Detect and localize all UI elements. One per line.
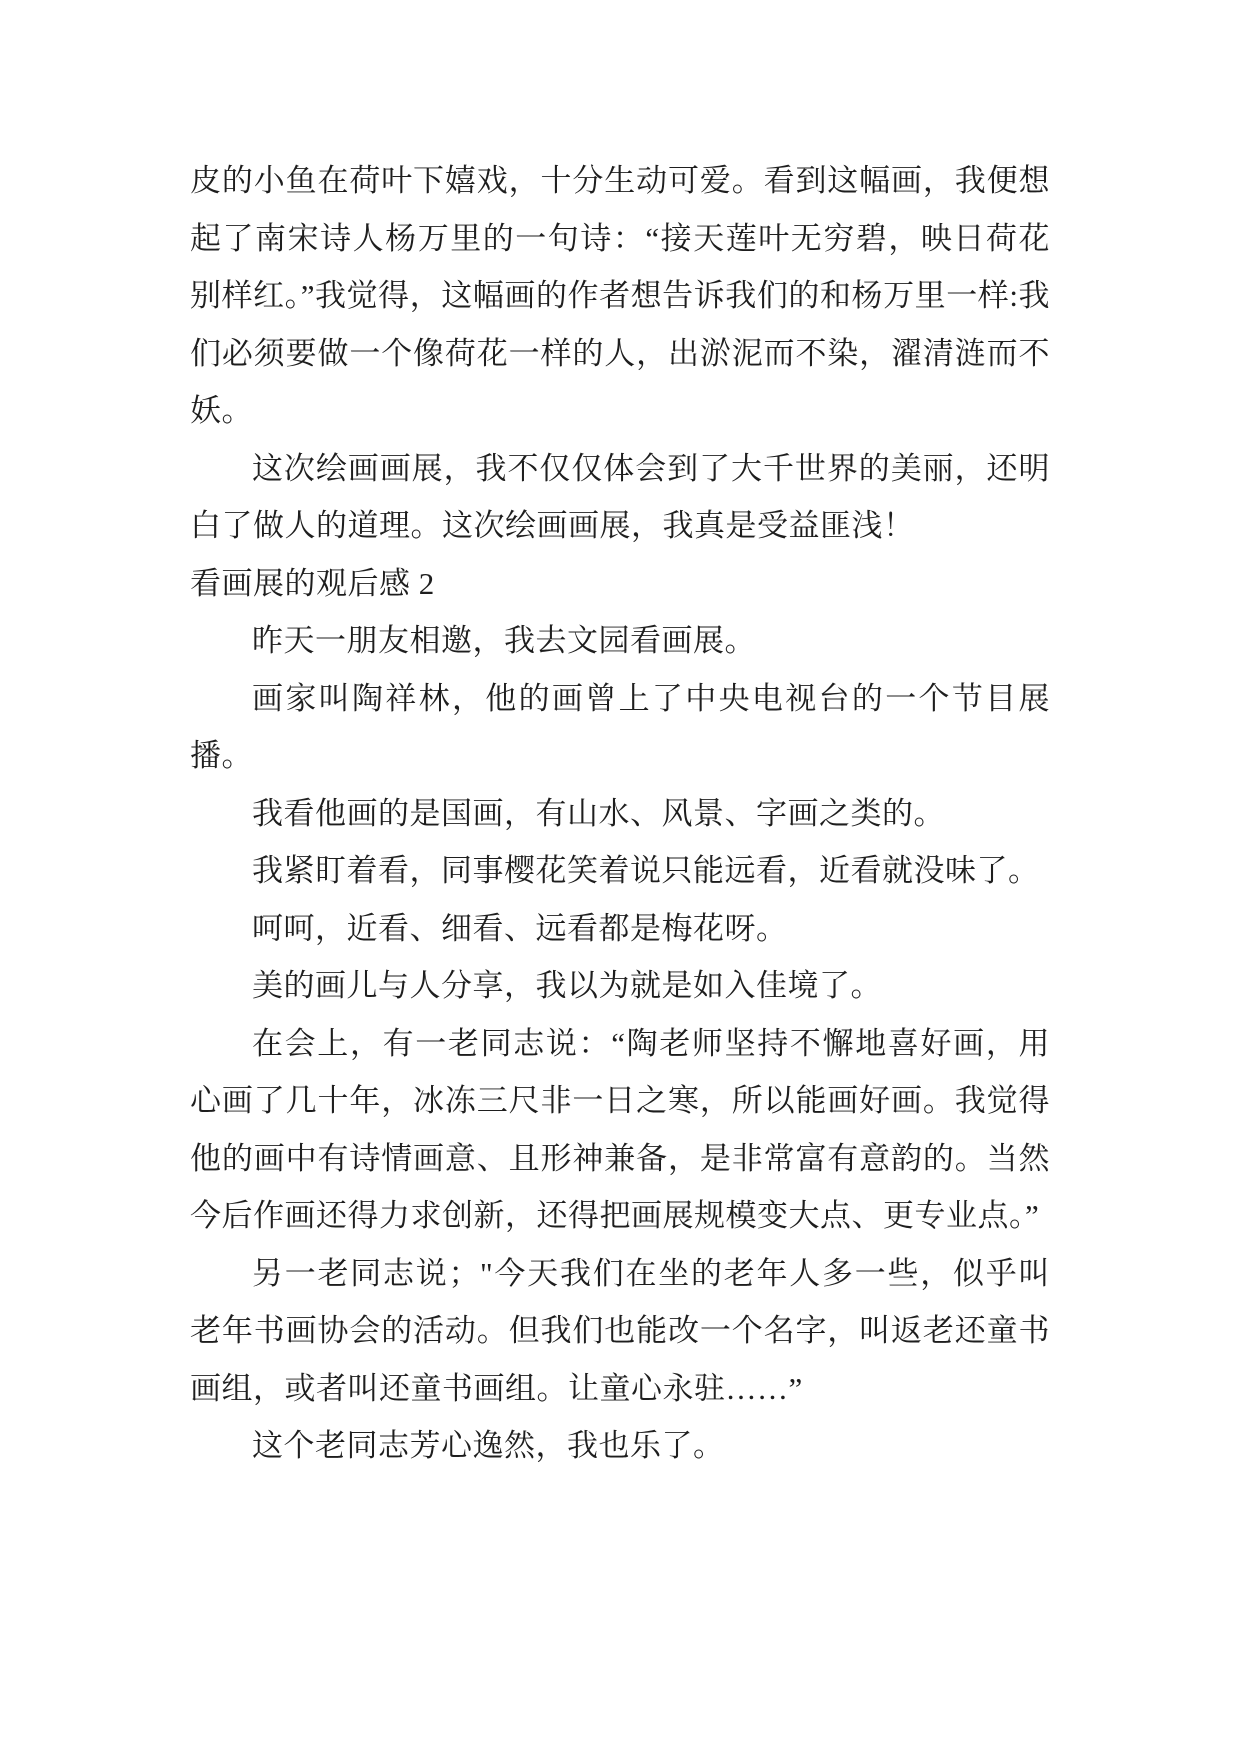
paragraph: 我紧盯着看，同事樱花笑着说只能远看，近看就没味了。 [252, 853, 1040, 888]
paragraph: 这个老同志芳心逸然，我也乐了。 [252, 1428, 725, 1463]
paragraph: 呵呵，近看、细看、远看都是梅花呀。 [252, 910, 788, 946]
paragraph: 我看他画的是国画，有山水、风景、字画之类的。 [252, 795, 945, 831]
paragraph: 美的画儿与人分享，我以为就是如入佳境了。 [252, 968, 882, 1003]
paragraph-continuation: 皮的小鱼在荷叶下嬉戏，十分生动可爱。看到这幅画，我便想起了南宋诗人杨万里的一句诗：“接天莲叶无穷碧，映日荷花别样红。”我觉得，这幅画的作者想告诉我们的和杨万里一样:我们必须要做一个像荷花一样的人，出淤泥而不染，濯清涟而不妖。 [190, 163, 1050, 428]
paragraph: 另一老同志说；"今天我们在坐的老年人多一些，似乎叫老年书画协会的活动。但我们也能改一个名字，叫返老还童书画组，或者叫还童书画组。让童心永驻……” [190, 1255, 1050, 1406]
section-heading: 看画展的观后感 2 [190, 565, 435, 601]
paragraph: 昨天一朋友相邀，我去文园看画展。 [252, 623, 756, 658]
paragraph: 在会上，有一老同志说：“陶老师坚持不懈地喜好画，用心画了几十年，冰冻三尺非一日之寒，所以能画好画。我觉得他的画中有诗情画意、且形神兼备，是非常富有意韵的。当然今后作画还得力求创新，还得把画展规模变大点、更专业点。” [190, 1025, 1050, 1233]
document-text-block [190, 152, 1050, 1475]
paragraph: 这次绘画画展，我不仅仅体会到了大千世界的美丽，还明白了做人的道理。这次绘画画展，我真是受益匪浅！ [190, 450, 1050, 543]
paragraph: 画家叫陶祥林，他的画曾上了中央电视台的一个节目展播。 [190, 680, 1050, 773]
